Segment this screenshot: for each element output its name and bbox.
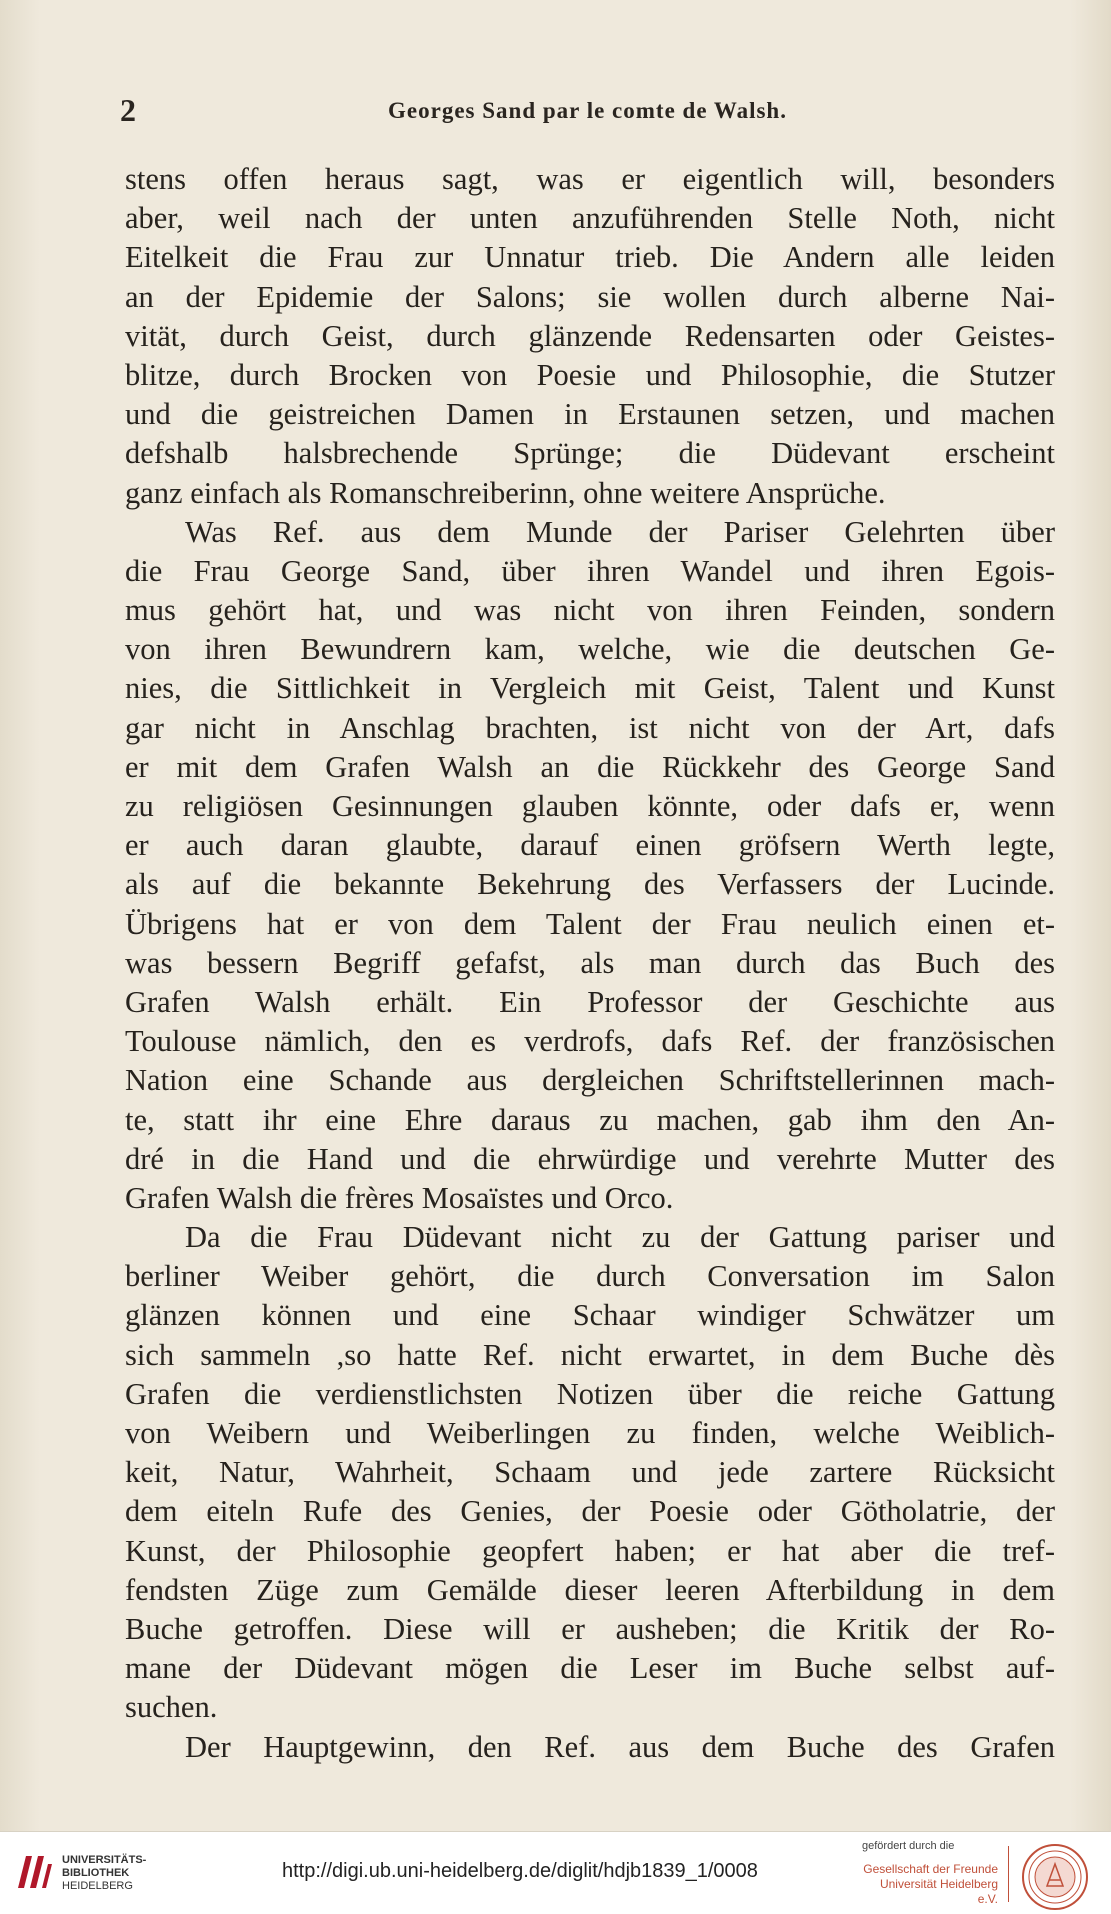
text-line: gar nicht in Anschlag brachten, ist nicht von der Art, dafs [125,710,1055,745]
running-title: Georges Sand par le comte de Walsh. [388,98,787,123]
page-number: 2 [120,92,136,128]
text-line: dré in die Hand und die ehrwürdige und verehrte Mutter des [125,1141,1055,1176]
library-name [62,1854,146,1893]
text-line: von ihren Bewundrern kam, welche, wie die deutschen Ge- [125,632,1055,667]
text-line: glänzen können und eine Schaar windiger Schwätzer um [125,1298,1055,1333]
footer-bar [0,1831,1111,1914]
text-line: an der Epidemie der Salons; sie wollen durch alberne Nai- [125,279,1055,314]
society-name[interactable] [860,1862,998,1907]
text-line: er mit dem Grafen Walsh an die Rückkehr des George Sand [125,749,1055,784]
text-line: te, statt ihr eine Ehre daraus zu machen, gab ihm den An- [125,1102,1055,1137]
text-line: defshalb halsbrechende Sprünge; die Düdevant erscheint [125,436,1055,471]
text-line: aber, weil nach der unten anzuführenden Stelle Noth, nicht [125,201,1055,236]
text-line: er auch daran glaubte, darauf einen gröfsern Werth legte, [125,828,1055,863]
library-name-line: BIBLIOTHEK [62,1867,130,1879]
text-line: ganz einfach als Romanschreiberinn, ohne weitere Ansprüche. [125,475,886,510]
text-line: von Weibern und Weiberlingen zu finden, welche Weiblich- [125,1416,1055,1450]
society-name-line: Gesellschaft der Freunde [863,1862,998,1876]
page-header [120,92,1055,136]
text-line: vität, durch Geist, durch glänzende Redensarten oder Geistes- [125,318,1055,353]
text-line: mane der Düdevant mögen die Leser im Buche selbst auf- [125,1651,1055,1686]
text-line: Grafen die verdienstlichsten Notizen über die reiche Gattung [125,1376,1055,1411]
text-line: Übrigens hat er von dem Talent der Frau neulich einen et- [125,906,1055,941]
text-line: suchen. [125,1690,218,1725]
text-line: mus gehört hat, und was nicht von ihren Feinden, sondern [125,593,1055,628]
body-text [125,160,1055,1767]
text-line: Kunst, der Philosophie geopfert haben; er hat aber die tref- [125,1533,1055,1568]
text-line: Der Hauptgewinn, den Ref. aus dem Buche des Grafen [185,1729,1055,1764]
library-logo-icon[interactable] [12,1850,56,1894]
text-line: berliner Weiber gehört, die durch Conversation im Salon [125,1259,1055,1294]
text-line: und die geistreichen Damen in Erstaunen setzen, und machen [125,397,1055,432]
text-line: dem eiteln Rufe des Genies, der Poesie oder Götholatrie, der [125,1494,1055,1529]
text-line: Nation eine Schande aus dergleichen Schriftstellerinnen mach- [125,1063,1055,1098]
text-line: Was Ref. aus dem Munde der Pariser Gelehrten über [185,514,1055,549]
permalink-url[interactable]: http://digi.ub.uni-heidelberg.de/diglit/hdjb1839_1/0008 [282,1860,758,1882]
text-line: Da die Frau Düdevant nicht zu der Gattung pariser und [185,1220,1055,1255]
library-name-line: UNIVERSITÄTS- [62,1854,147,1866]
society-name-line: Universität Heidelberg e.V. [879,1877,998,1906]
footer-divider [1008,1846,1009,1902]
text-line: die Frau George Sand, über ihren Wandel und ihren Egois- [125,553,1055,588]
text-line: stens offen heraus sagt, was er eigentlich will, besonders [125,162,1055,196]
text-line: sich sammeln ,so hatte Ref. nicht erwartet, in dem Buche dès [125,1337,1055,1372]
text-line: keit, Natur, Wahrheit, Schaam und jede zartere Rücksicht [125,1455,1055,1490]
text-line: was bessern Begriff gefafst, als man durch das Buch des [125,945,1055,980]
funded-by-label: gefördert durch die [862,1840,955,1852]
text-line: blitze, durch Brocken von Poesie und Philosophie, die Stutzer [125,357,1055,392]
text-line: fendsten Züge zum Gemälde dieser leeren Afterbildung in dem [125,1572,1055,1607]
text-line: nies, die Sittlichkeit in Vergleich mit Geist, Talent und Kunst [125,671,1055,706]
university-seal-icon [1020,1842,1090,1912]
text-line: Grafen Walsh die frères Mosaïstes und Orco. [125,1180,674,1215]
text-line: als auf die bekannte Bekehrung des Verfassers der Lucinde. [125,867,1055,902]
text-line: zu religiösen Gesinnungen glauben könnte, oder dafs er, wenn [125,789,1055,823]
text-line: Buche getroffen. Diese will er ausheben; die Kritik der Ro- [125,1611,1055,1646]
text-line: Eitelkeit die Frau zur Unnatur trieb. Die Andern alle leiden [125,240,1055,275]
text-line: Grafen Walsh erhält. Ein Professor der Geschichte aus [125,984,1055,1019]
text-line: Toulouse nämlich, den es verdrofs, dafs Ref. der französischen [125,1024,1055,1059]
library-name-line: HEIDELBERG [62,1880,133,1892]
